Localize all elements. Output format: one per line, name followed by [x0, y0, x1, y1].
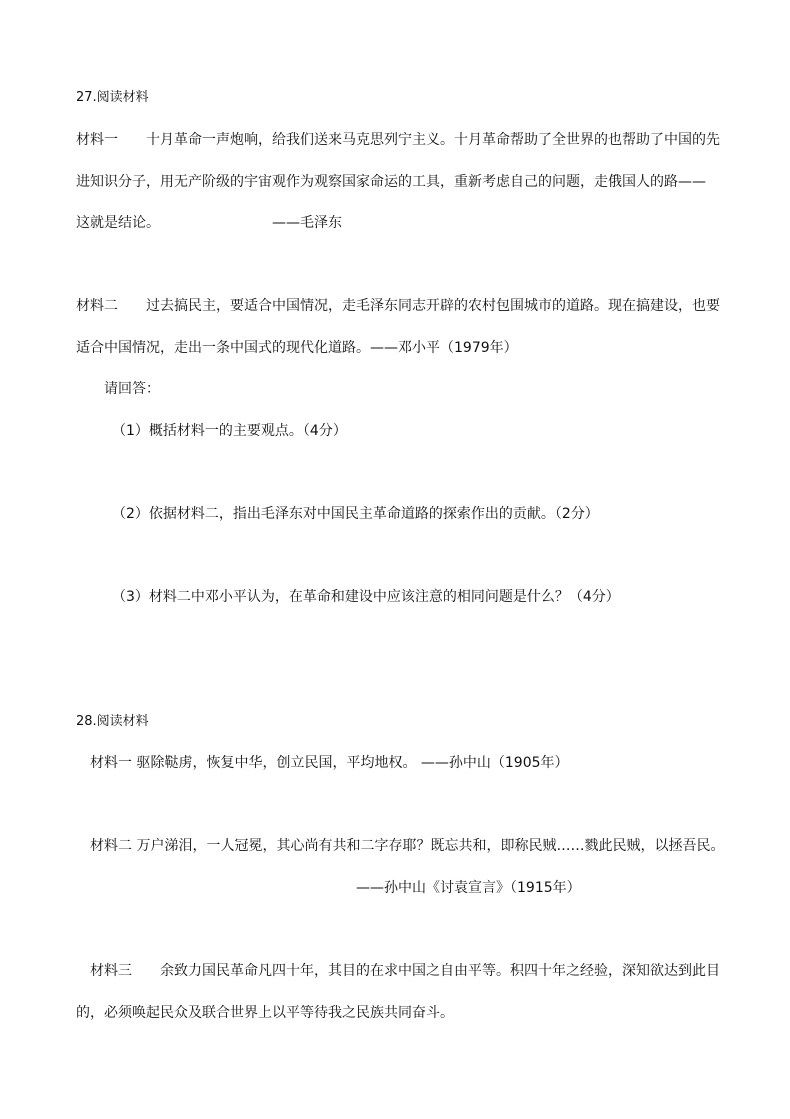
q27-answer-prompt: 请回答： — [104, 381, 160, 397]
q28-material-3-line-1: 材料三 余致力国民革命凡四十年，其目的在求中国之自由平等。积四十年之经验，深知欲达到此目 — [90, 963, 720, 979]
q27-material-1-line-1: 材料一 十月革命一声炮响，给我们送来马克思列宁主义。十月革命帮助了全世界的也帮助了中国的先 — [76, 132, 720, 148]
q27-sub-question-3: （3）材料二中邓小平认为，在革命和建设中应该注意的相同问题是什么？（4分） — [112, 589, 620, 605]
q27-material-2-line-2: 适合中国情况，走出一条中国式的现代化道路。——邓小平（1979年） — [76, 340, 518, 356]
q27-material-1-line-3: 这就是结论。 — [76, 215, 160, 231]
question-28-title: 28.阅读材料 — [76, 714, 149, 729]
q28-material-2-line-1: 材料二 万户涕泪，一人冠冕，其心尚有共和二字存耶？既忘共和，即称民贼……戮此民贼，以拯吾民。 — [90, 838, 725, 854]
question-27-title: 27.阅读材料 — [76, 90, 149, 105]
q27-sub-question-2: （2）依据材料二，指出毛泽东对中国民主革命道路的探索作出的贡献。（2分） — [112, 506, 599, 522]
q27-material-2-line-1: 材料二 过去搞民主，要适合中国情况，走毛泽东同志开辟的农村包围城市的道路。现在搞建设，也要 — [76, 298, 720, 314]
q28-material-3-line-2: 的，必须唤起民众及联合世界上以平等待我之民族共同奋斗。 — [76, 1005, 454, 1021]
q27-material-1-source: ——毛泽东 — [272, 215, 342, 231]
q27-material-1-line-2: 进知识分子，用无产阶级的宇宙观作为观察国家命运的工具，重新考虑自己的问题，走俄国人的路—— — [76, 174, 706, 190]
q28-material-1: 材料一 驱除鞑虏，恢复中华，创立民国，平均地权。 ——孙中山（1905年） — [90, 755, 569, 771]
q28-material-2-source: ——孙中山《讨袁宣言》（1915年） — [356, 880, 581, 896]
q27-sub-question-1: （1）概括材料一的主要观点。（4分） — [112, 423, 347, 439]
